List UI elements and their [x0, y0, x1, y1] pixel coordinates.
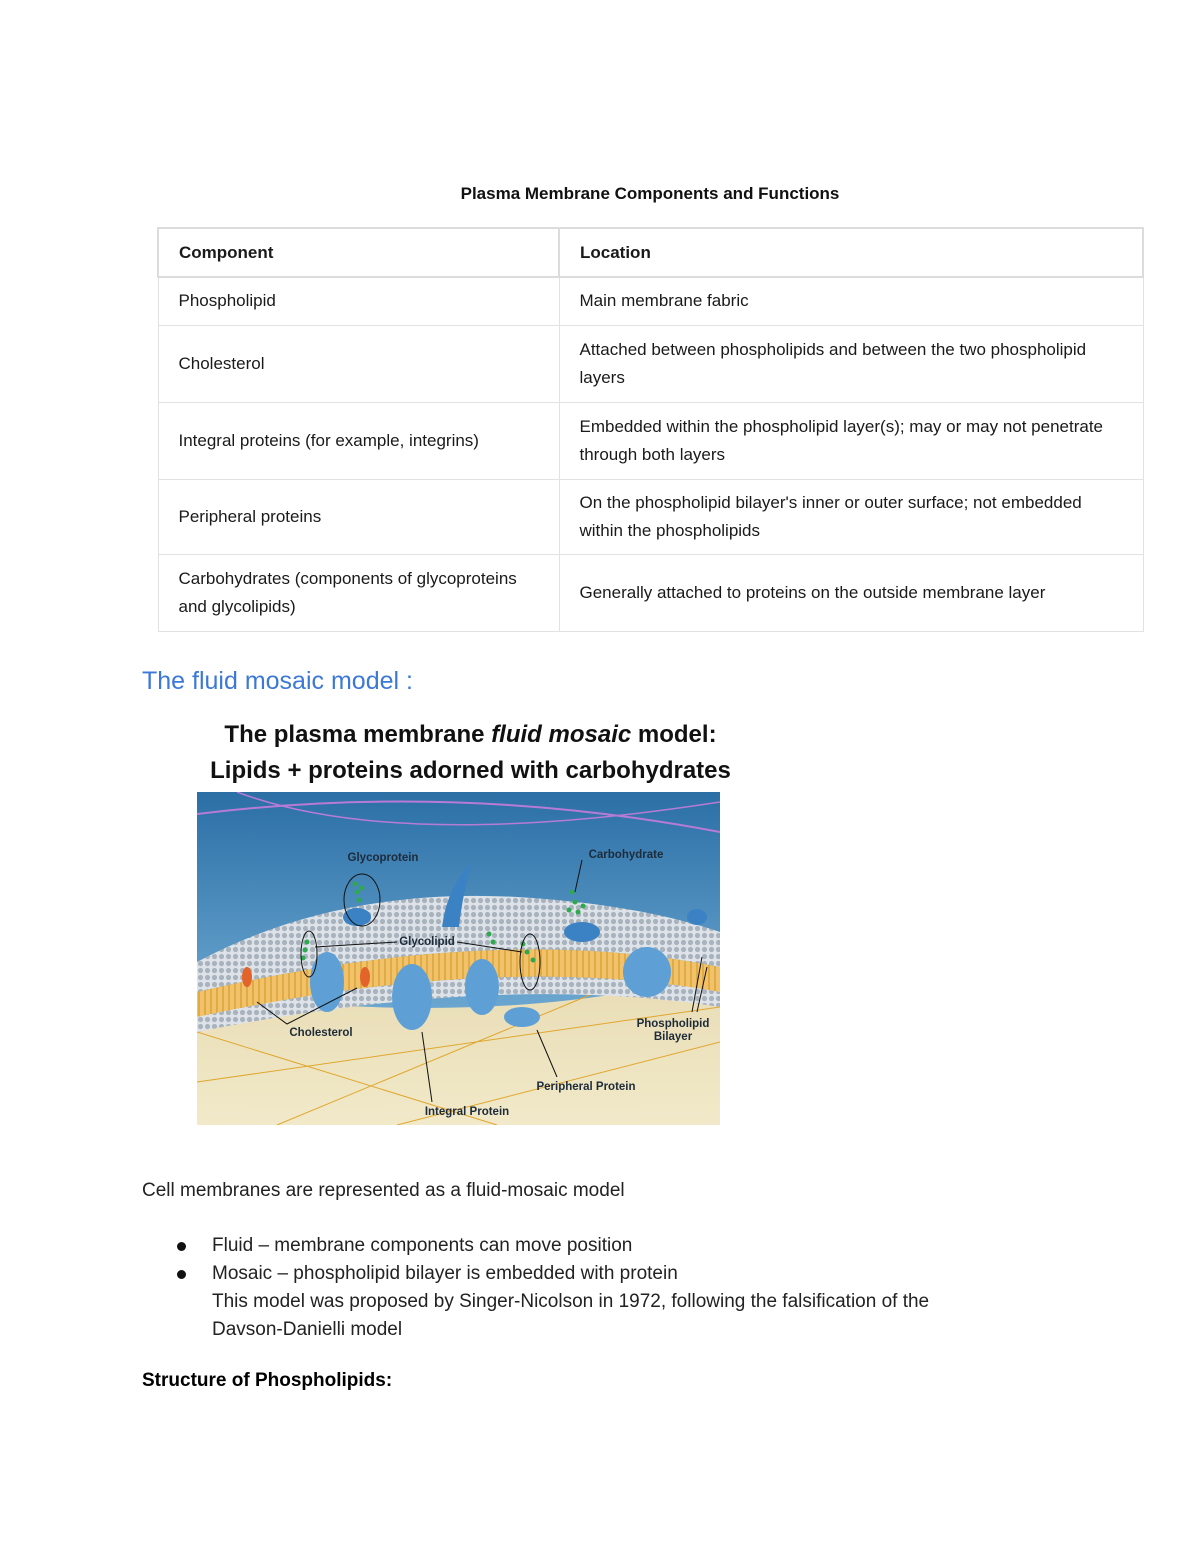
- components-table: [157, 227, 1144, 632]
- cell-location: Attached between phospholipids and between the two phospholipid layers: [559, 325, 1143, 402]
- cholesterol-shape: [360, 967, 370, 987]
- integral-protein-shape: [623, 947, 671, 997]
- list-item: [142, 1260, 929, 1288]
- label-bilayer: Bilayer: [653, 1031, 693, 1043]
- table-row: [158, 325, 1143, 402]
- cholesterol-shape: [242, 967, 252, 987]
- list-item-text: Fluid – membrane components can move position: [212, 1235, 633, 1256]
- label-peripheral-protein: Peripheral Protein: [536, 1081, 636, 1093]
- list-item: [142, 1232, 929, 1260]
- model-note: [142, 1288, 929, 1344]
- label-glycolipid: Glycolipid: [399, 936, 455, 948]
- cell-location: Main membrane fabric: [559, 277, 1143, 325]
- cell-location: Generally attached to proteins on the outside membrane layer: [559, 554, 1143, 631]
- cell-component: Peripheral proteins: [158, 479, 559, 554]
- cell-location: On the phospholipid bilayer's inner or outer surface; not embedded within the phospholipids: [559, 479, 1143, 554]
- table-row: [158, 479, 1143, 554]
- membrane-diagram: [197, 792, 720, 1125]
- intro-text: Cell membranes are represented as a fluid-mosaic model: [142, 1180, 625, 1201]
- table-row: [158, 402, 1143, 479]
- cell-component: Carbohydrates (components of glycoproteins and glycolipids): [158, 554, 559, 631]
- table-header-row: [158, 228, 1143, 277]
- figure-title: [198, 717, 743, 789]
- header-component: Component: [158, 228, 559, 277]
- label-carbohydrate: Carbohydrate: [588, 849, 664, 861]
- figure-title-line2: Lipids + proteins adorned with carbohydrates: [210, 757, 731, 784]
- bullet-icon: [177, 1270, 186, 1279]
- header-location: Location: [559, 228, 1143, 277]
- model-note-line1: This model was proposed by Singer-Nicolson in 1972, following the falsification of the: [212, 1291, 930, 1312]
- bullet-list: [142, 1232, 929, 1344]
- integral-protein-shape: [465, 959, 499, 1015]
- label-phospholipid: Phospholipid: [636, 1018, 710, 1030]
- peripheral-protein-shape: [504, 1007, 540, 1027]
- figure-title-part1: The plasma membrane: [224, 721, 492, 748]
- cell-location: Embedded within the phospholipid layer(s); may or may not penetrate through both layers: [559, 402, 1143, 479]
- label-glycoprotein: Glycoprotein: [347, 852, 419, 864]
- table-title: Plasma Membrane Components and Functions: [460, 184, 840, 203]
- glycoprotein-shape: [343, 908, 371, 926]
- section-heading: The fluid mosaic model :: [142, 667, 413, 695]
- figure-title-italic: fluid mosaic: [491, 721, 632, 748]
- cell-component: Integral proteins (for example, integrins): [158, 402, 559, 479]
- model-note-line2: Davson-Danielli model: [212, 1319, 403, 1340]
- list-item-text: Mosaic – phospholipid bilayer is embedded with protein: [212, 1263, 678, 1284]
- label-cholesterol: Cholesterol: [289, 1027, 353, 1039]
- figure-title-part2: model:: [631, 721, 717, 748]
- table-row: [158, 277, 1143, 325]
- table-row: [158, 554, 1143, 631]
- surface-protein-shape: [687, 909, 707, 925]
- structure-heading: Structure of Phospholipids:: [142, 1370, 393, 1391]
- label-integral-protein: Integral Protein: [424, 1106, 510, 1118]
- cell-component: Phospholipid: [158, 277, 559, 325]
- integral-protein-shape: [392, 964, 432, 1030]
- bullet-icon: [177, 1242, 186, 1251]
- cell-component: Cholesterol: [158, 325, 559, 402]
- surface-protein-shape: [564, 922, 600, 942]
